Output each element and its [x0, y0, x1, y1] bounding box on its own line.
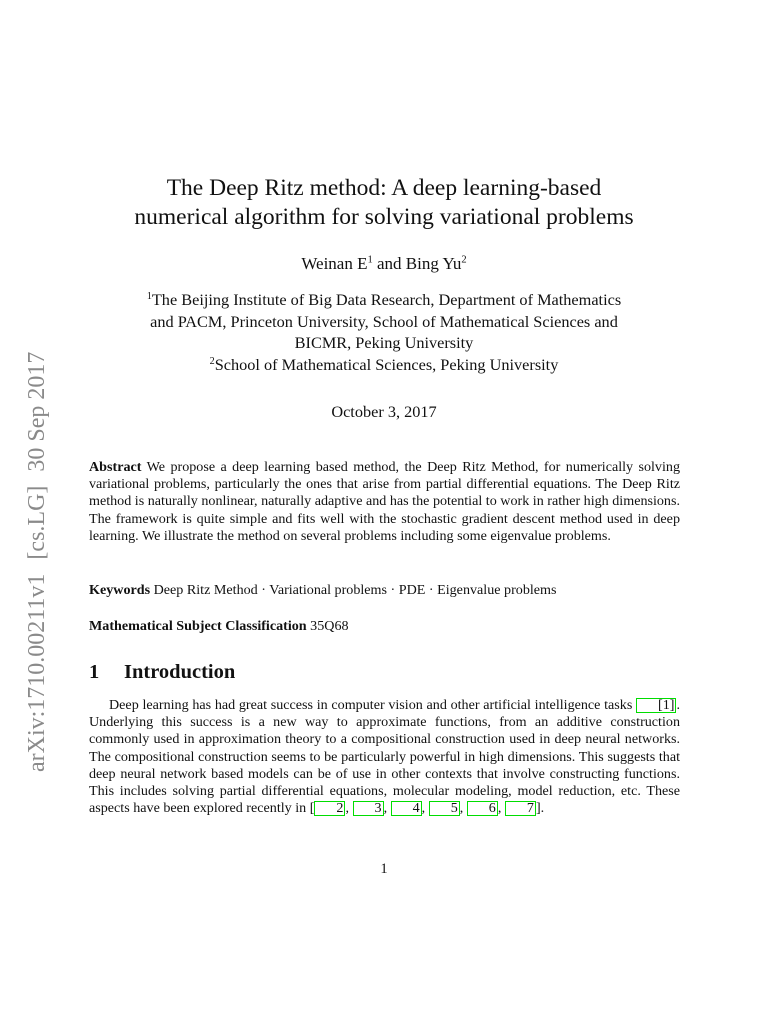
- citation-link-5[interactable]: 5: [429, 801, 460, 816]
- author-2: Bing Yu: [405, 254, 462, 273]
- section-heading: [89, 659, 235, 685]
- affiliation-1-line-2: and PACM, Princeton University, School of Mathematical Sciences and: [150, 311, 618, 331]
- citation-link-2[interactable]: 2: [314, 801, 345, 816]
- affiliation-2-mark: 2: [209, 355, 215, 367]
- citation-link-3[interactable]: 3: [353, 801, 384, 816]
- affiliation-2-line: [90, 354, 678, 376]
- authors: [90, 253, 678, 275]
- affiliations: [90, 289, 678, 375]
- citation-separator: ,: [459, 800, 467, 817]
- author-1: Weinan E: [301, 254, 368, 273]
- citation-open-bracket: [: [309, 800, 315, 817]
- page-number: 1: [380, 861, 388, 877]
- author-1-affil-mark: 1: [367, 254, 373, 266]
- arxiv-date: 30 Sep 2017: [24, 351, 50, 472]
- citation-separator: ,: [421, 800, 429, 817]
- title-line-2: numerical algorithm for solving variational problems: [134, 204, 634, 230]
- citation-separator: ,: [497, 800, 505, 817]
- affiliation-1-line-3: BICMR, Peking University: [294, 333, 474, 352]
- section-title: Introduction: [124, 661, 236, 683]
- citation-close-bracket: ]: [535, 800, 541, 817]
- citation-separator: ,: [345, 800, 353, 817]
- author-2-affil-mark: 2: [461, 254, 467, 266]
- citation-link-7[interactable]: 7: [505, 801, 536, 816]
- keywords: [89, 582, 680, 599]
- citation-link-4[interactable]: 4: [391, 801, 422, 816]
- subject-classification: [89, 618, 680, 635]
- paper-date: October 3, 2017: [331, 402, 437, 421]
- section-number: 1: [89, 661, 100, 683]
- msc-label: Mathematical Subject Classification: [89, 618, 307, 634]
- intro-text-1: Deep learning has had great success in computer vision and other artificial intelligence tasks: [109, 697, 637, 713]
- affiliation-2-text: School of Mathematical Sciences, Peking University: [214, 354, 559, 374]
- msc-text: 35Q68: [306, 618, 349, 634]
- arxiv-category: [cs.LG]: [24, 485, 50, 560]
- citation-separator: ,: [383, 800, 391, 817]
- keywords-text: Deep Ritz Method · Variational problems · PDE · Eigenvalue problems: [150, 582, 557, 598]
- intro-text-2: . Underlying this success is a new way to approximate functions, from an additive construction commonly used in approximation theory to a compositional construction used in deep neural networks. The compositional construction seems to be particularly powerful in high dimensions. This suggests that deep neural network based models can be of use in other contexts that involve constructing functions. This includes solving partial differential equations, molecular modeling, model reduction, etc. These aspects have been explored recently in: [89, 697, 680, 817]
- title-line-1: The Deep Ritz method: A deep learning-based: [166, 175, 602, 201]
- affiliation-1-mark: 1: [146, 290, 152, 302]
- citation-link-6[interactable]: 6: [467, 801, 498, 816]
- intro-paragraph: [89, 697, 680, 817]
- intro-text-end: .: [540, 800, 545, 817]
- abstract-label: Abstract: [89, 459, 142, 475]
- arxiv-stamp: [7, 342, 67, 772]
- affiliation-1-text-a: The Beijing Institute of Big Data Research, Department of Mathematics: [151, 290, 622, 309]
- paper-title: [90, 174, 678, 232]
- citation-link-1[interactable]: [1]: [636, 698, 676, 713]
- arxiv-id: arXiv:1710.00211v1: [24, 573, 50, 772]
- affiliation-1-line-1: [90, 289, 678, 311]
- author-conjunction: and: [372, 254, 406, 273]
- abstract-text: We propose a deep learning based method, the Deep Ritz Method, for numerically solving variational problems, particularly the ones that arise from partial differential equations. The Deep Ritz method is naturally nonlinear, naturally adaptive and has the potential to work in rather high dimensions. The framework is quite simple and fits well with the stochastic gradient descent method used in deep learning. We illustrate the method on several problems including some eigenvalue problems.: [89, 459, 680, 544]
- abstract: [89, 459, 680, 545]
- keywords-label: Keywords: [89, 582, 151, 598]
